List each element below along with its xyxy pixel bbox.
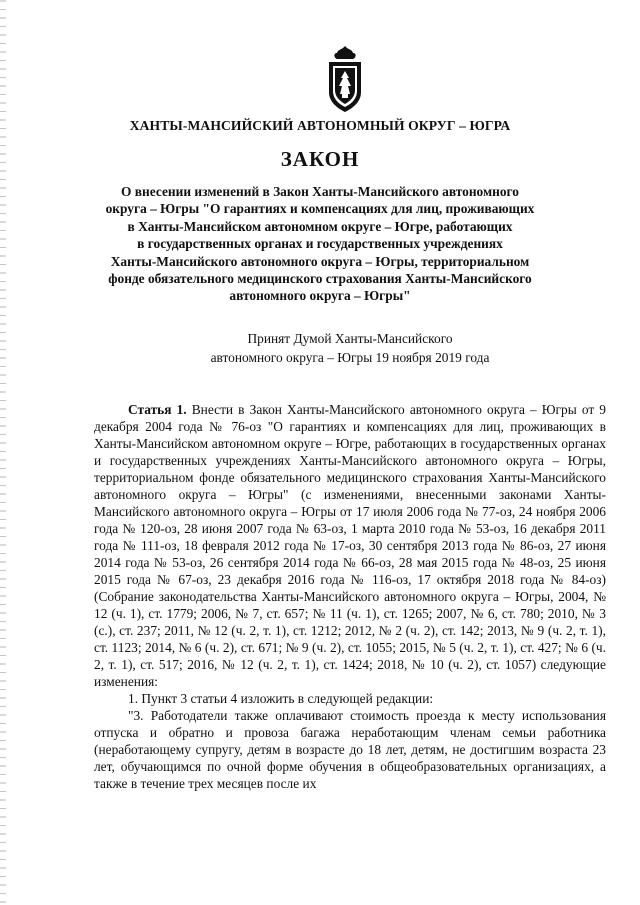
subject-line: фонде обязательного медицинского страхования Ханты-Мансийского [108, 271, 532, 287]
subject-line: в государственных органах и государственных учреждениях [137, 236, 503, 252]
coat-of-arms-emblem [323, 44, 367, 114]
subject-line: автономного округа – Югры" [229, 288, 411, 304]
quoted-paragraph: "3. Работодатели также оплачивают стоимость проезда к месту использования отпуска и обратно и провоза багажа неработающим членам семьи работника (неработающему супругу, детям в возрасте до 18 лет, детям, не достигшим возраста 23 лет, обучающимся по очной форме обучения в общеобразовательных организациях, а также в течение трех месяцев после их [94, 708, 606, 791]
subject-line: О внесении изменений в Закон Ханты-Мансийского автономного [121, 184, 519, 199]
subject-line: Ханты-Мансийского автономного округа – Югры, территориальном [110, 253, 530, 269]
subject-line: в Ханты-Мансийском автономном округе – Югре, работающих [127, 218, 513, 234]
article-label: Статья 1. [128, 402, 187, 417]
adoption-line: автономного округа – Югры 19 ноября 2019 года [210, 349, 490, 365]
item-1-paragraph: 1. Пункт 3 статьи 4 изложить в следующей редакции: [128, 691, 434, 706]
adoption-note [150, 330, 550, 367]
adoption-line: Принят Думой Ханты-Мансийского [247, 331, 453, 346]
document-type-title: ЗАКОН [280, 147, 360, 171]
document-body [94, 401, 606, 792]
article-text: Внести в Закон Ханты-Мансийского автономного округа – Югры от 9 декабря 2004 года № 76-оз "О гарантиях и компенсациях для лиц, проживающих в Ханты-Мансийском автономном округе – Югре, работающих в государственных органах и государственных учреждениях Ханты-Мансийского автономного округа – Югры, территориальном фонде обязательного медицинского страхования Ханты-Мансийского автономного округа – Югры" (с изменениями, внесенными законами Ханты-Мансийского автономного округа – Югры от 17 июля 2006 года № 77-оз, 24 ноября 2006 года № 120-оз, 28 июня 2007 года № 63-оз, 1 марта 2010 года № 53-оз, 16 декабря 2011 года № 111-оз, 18 февраля 2012 года № 17-оз, 30 сентября 2013 года № 86-оз, 27 июня 2014 года № 53-оз, 26 сентября 2014 года № 66-оз, 28 мая 2015 года № 48-оз, 25 июня 2015 года № 67-оз, 23 декабря 2016 года № 116-оз, 17 октября 2018 года № 84-оз) (Собрание законодательства Ханты-Мансийского автономного округа – Югры, 2004, № 12 (ч. 1), ст. 1779; 2006, № 7, ст. 657; № 11 (ч. 1), ст. 1265; 2007, № 6, ст. 780; 2010, № 3 (с.), ст. 237; 2011, № 12 (ч. 2, т. 1), ст. 1212; 2012, № 2 (ч. 2), ст. 142; 2013, № 9 (ч. 2, т. 1), ст. 1123; 2014, № 6 (ч. 2), ст. 671; № 9 (ч. 2), ст. 1055; 2015, № 5 (ч. 2, т. 1), ст. 427; № 6 (ч. 2, т. 1), ст. 517; 2016, № 12 (ч. 2, т. 1), ст. 1424; 2018, № 10 (ч. 2), ст. 1057) следующие изменения: [94, 402, 606, 689]
subject-line: округа – Югры "О гарантиях и компенсациях для лиц, проживающих [105, 201, 535, 217]
scan-edge-marks [0, 0, 6, 905]
law-subject [90, 183, 550, 305]
article-1-paragraph [94, 401, 606, 690]
region-title: ХАНТЫ-МАНСИЙСКИЙ АВТОНОМНЫЙ ОКРУГ – ЮГРА [129, 118, 511, 133]
